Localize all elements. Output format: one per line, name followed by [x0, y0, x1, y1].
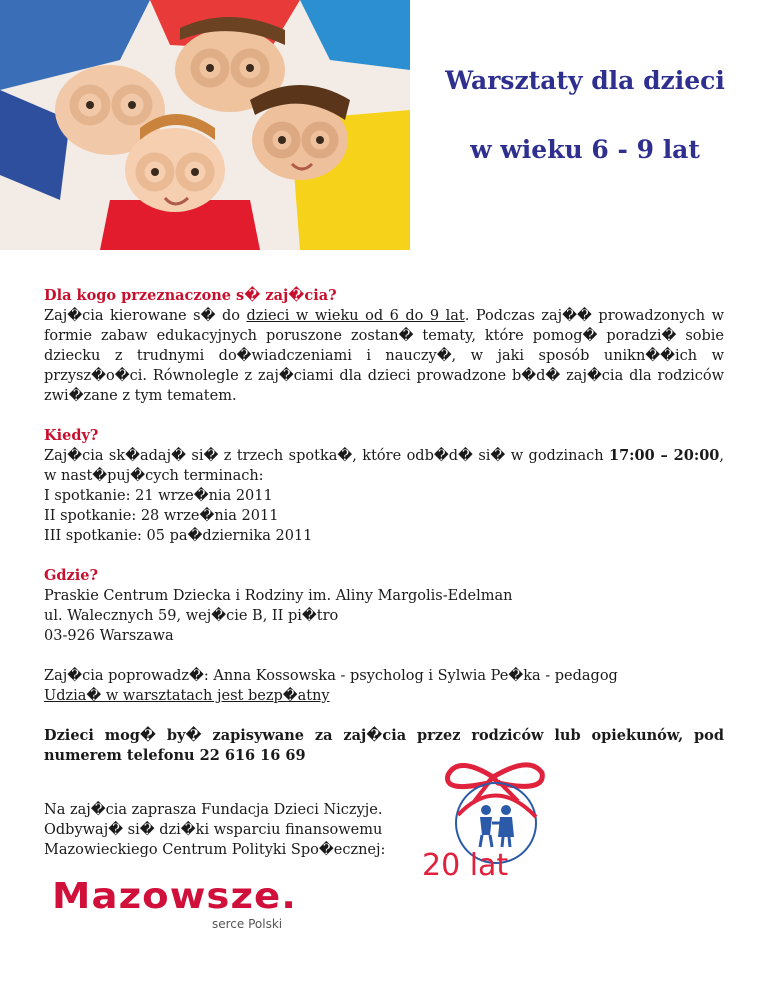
where-line-2: ul. Walecznych 59, wej�cie B, II pi�tro — [44, 608, 339, 624]
footer-line-2: Odbywaj� si� dzi�ki wsparciu finansowemu — [44, 822, 383, 838]
where-line-3: 03-926 Warszawa — [44, 628, 174, 644]
free-note: Udzia� w warsztatach jest bezp�atny — [44, 688, 330, 704]
signup-text: Dzieci mog� by� zapisywane za zaj�cia przez rodziców lub opiekunów, pod numerem telefonu 22 616 16 69 — [44, 727, 724, 764]
footer-text — [44, 800, 424, 860]
anniversary-text: 20 lat — [422, 848, 509, 883]
mazowsze-logo — [52, 872, 312, 934]
when-text-start: Zaj�cia sk�adaj� si� z trzech spotka�, które odb�d� si� w godzinach — [44, 448, 609, 464]
footer-line-3: Mazowieckiego Centrum Polityki Spo�ecznej: — [44, 842, 386, 858]
when-heading: Kiedy? — [44, 427, 99, 444]
title-line-1: Warsztaty dla dzieci — [445, 66, 725, 95]
title-line-2: w wieku 6 - 9 lat — [470, 135, 700, 164]
hours-text: 17:00 – 20:00 — [608, 447, 720, 464]
who-paragraph — [44, 306, 724, 406]
mazowsze-wordmark: Mazowsze. — [52, 876, 297, 917]
main-content — [44, 286, 724, 766]
children-photo — [0, 0, 410, 250]
footer-line-1: Na zaj�cia zaprasza Fundacja Dzieci Niczyje. — [44, 802, 383, 818]
foundation-logo — [418, 755, 568, 885]
when-text-end: , w nast�puj�cych terminach: — [44, 448, 724, 484]
who-text-end: . Podczas zaj�� prowadzonych w formie zabaw edukacyjnych poruszone zostan� tematy, które pomog� poradzi� sobie dziecku z trudnymi do�wiadczeniami i nauczy�, w jaki sposób unikn��ich w przysz�o�ci. Równolegle z zaj�ciami dla dzieci prowadzone b�d� zaj�cia dla rodziców zwi�zane z tym tematem. — [44, 308, 724, 404]
who-text-start: Zaj�cia kierowane s� do — [44, 308, 247, 324]
meeting-2: II spotkanie: 28 wrze�nia 2011 — [44, 508, 279, 524]
when-paragraph — [44, 446, 724, 486]
meeting-1: I spotkanie: 21 wrze�nia 2011 — [44, 488, 273, 504]
mazowsze-tagline: serce Polski — [212, 917, 283, 931]
where-line-1: Praskie Centrum Dziecka i Rodziny im. Aliny Margolis-Edelman — [44, 588, 513, 604]
meeting-3: III spotkanie: 05 pa�dziernika 2011 — [44, 528, 313, 544]
age-group-text: dzieci w wieku od 6 do 9 lat — [246, 308, 465, 324]
who-heading: Dla kogo przeznaczone s� zaj�cia? — [44, 287, 337, 304]
where-heading: Gdzie? — [44, 567, 98, 584]
leaders-text: Zaj�cia poprowadz�: Anna Kossowska - psycholog i Sylwia Pe�ka - pedagog — [44, 668, 618, 684]
